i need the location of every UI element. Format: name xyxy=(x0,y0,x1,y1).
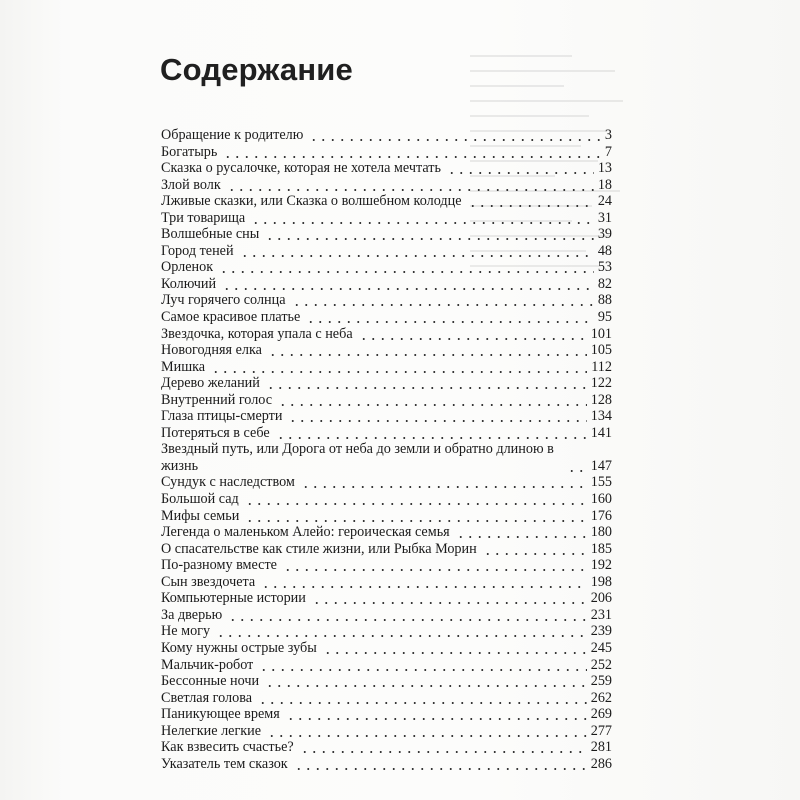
dot-leader xyxy=(238,243,594,260)
dot-leader xyxy=(243,508,586,525)
dot-leader xyxy=(266,342,587,359)
toc-entry-title: Указатель тем сказок xyxy=(161,755,288,772)
toc-entry-page-number: 141 xyxy=(590,424,612,441)
dot-leader xyxy=(221,144,601,161)
toc-entry-page-number: 286 xyxy=(590,755,612,772)
dot-leader xyxy=(310,590,587,607)
toc-entry[interactable] xyxy=(161,226,612,243)
toc-entry[interactable] xyxy=(161,557,612,574)
toc-entry[interactable] xyxy=(161,243,612,260)
dot-leader xyxy=(445,160,594,177)
toc-entry-title: Сундук с наследством xyxy=(161,474,295,491)
toc-entry[interactable] xyxy=(161,127,612,144)
dot-leader xyxy=(290,292,594,309)
dot-leader xyxy=(257,657,586,674)
toc-entry-page-number: 176 xyxy=(590,507,612,524)
toc-entry[interactable] xyxy=(161,210,612,227)
toc-entry-page-number: 252 xyxy=(590,656,612,673)
dot-leader xyxy=(259,574,586,591)
toc-entry-title: О спасательстве как стиле жизни, или Рыбка Морин xyxy=(161,540,477,557)
toc-entry-page-number: 239 xyxy=(590,623,612,640)
toc-entry-page-number: 134 xyxy=(590,408,612,425)
toc-entry[interactable] xyxy=(161,408,612,425)
toc-entry[interactable] xyxy=(161,690,612,707)
toc-entry[interactable] xyxy=(161,623,612,640)
toc-entry-page-number: 277 xyxy=(590,722,612,739)
toc-entry-title: Обращение к родителю xyxy=(161,127,304,143)
dot-leader xyxy=(217,259,594,276)
toc-entry[interactable] xyxy=(161,160,612,177)
toc-entry[interactable] xyxy=(161,309,612,326)
toc-entry-page-number: 95 xyxy=(597,309,612,326)
toc-entry[interactable] xyxy=(161,756,612,773)
toc-entry[interactable] xyxy=(161,657,612,674)
dot-leader xyxy=(264,375,587,392)
dot-leader xyxy=(466,193,594,210)
dot-leader xyxy=(276,392,587,409)
dot-leader xyxy=(357,326,587,343)
toc-entry-page-number: 180 xyxy=(590,524,612,541)
toc-entry-page-number: 7 xyxy=(604,143,612,160)
toc-entry-title: За дверью xyxy=(161,606,223,623)
toc-entry-title: Паникующее время xyxy=(161,706,280,723)
toc-entry-title: Глаза птицы-смерти xyxy=(161,408,283,425)
dot-leader xyxy=(265,723,587,740)
toc-entry-page-number: 231 xyxy=(590,606,612,623)
toc-entry-page-number: 185 xyxy=(590,540,612,557)
toc-entry-title: Большой сад xyxy=(161,491,239,508)
toc-entry-title: Легенда о маленьком Алейо: героическая семья xyxy=(161,524,450,541)
toc-entry-title: Лживые сказки, или Сказка о волшебном колодце xyxy=(161,193,462,210)
toc-entry[interactable] xyxy=(161,259,612,276)
toc-entry-page-number: 53 xyxy=(597,259,612,276)
toc-entry-title: Дерево желаний xyxy=(161,375,260,392)
toc-entry-page-number: 88 xyxy=(597,292,612,309)
toc-entry[interactable] xyxy=(161,375,612,392)
toc-entry[interactable] xyxy=(161,673,612,690)
toc-entry-page-number: 259 xyxy=(590,673,612,690)
toc-entry-page-number: 262 xyxy=(590,689,612,706)
toc-entry-page-number: 269 xyxy=(590,706,612,723)
toc-entry-page-number: 147 xyxy=(590,457,612,474)
toc-entry[interactable] xyxy=(161,640,612,657)
toc-entry-title: По-разному вместе xyxy=(161,557,277,574)
dot-leader xyxy=(256,690,587,707)
dot-leader xyxy=(209,359,587,376)
toc-entry-title: Бессонные ночи xyxy=(161,673,260,690)
toc-entry-title: Сказка о русалочке, которая не хотела мечтать xyxy=(161,160,441,177)
toc-entry-title: Мифы семьи xyxy=(161,507,240,524)
toc-entry-title: Мишка xyxy=(161,358,206,375)
page-title: Содержание xyxy=(160,52,353,87)
toc-entry-page-number: 192 xyxy=(590,557,612,574)
dot-leader xyxy=(321,640,587,657)
toc-entry-page-number: 105 xyxy=(590,342,612,359)
toc-entry-page-number: 128 xyxy=(590,391,612,408)
toc-entry-title: Самое красивое платье xyxy=(161,309,301,326)
toc-entry[interactable] xyxy=(161,491,612,508)
toc-entry-title: Звездный путь, или Дорога от неба до земли и обратно длиною в жизнь xyxy=(161,441,554,474)
dot-leader xyxy=(481,541,587,558)
dot-leader xyxy=(298,739,587,756)
toc-entry-page-number: 48 xyxy=(597,242,612,259)
toc-entry-title: Богатырь xyxy=(161,143,218,160)
toc-entry-title: Сын звездочета xyxy=(161,573,256,590)
toc-entry-title: Луч горячего солнца xyxy=(161,292,286,309)
dot-leader xyxy=(263,226,594,243)
toc-entry-title: Злой волк xyxy=(161,176,221,193)
toc-entry-page-number: 198 xyxy=(590,573,612,590)
toc-entry-title: Внутренний голос xyxy=(161,391,273,408)
toc-entry[interactable] xyxy=(161,706,612,723)
toc-entry-page-number: 122 xyxy=(590,375,612,392)
dot-leader xyxy=(220,276,594,293)
toc-entry-title: Волшебные сны xyxy=(161,226,260,243)
toc-entry-page-number: 82 xyxy=(597,275,612,292)
toc-entry[interactable] xyxy=(161,342,612,359)
toc-entry[interactable] xyxy=(161,739,612,756)
table-of-contents xyxy=(161,127,612,772)
toc-entry-page-number: 112 xyxy=(591,358,612,375)
dot-leader xyxy=(454,524,587,541)
toc-entry[interactable] xyxy=(161,474,612,491)
dot-leader xyxy=(263,673,587,690)
dot-leader xyxy=(304,309,594,326)
dot-leader xyxy=(284,706,587,723)
toc-entry-page-number: 155 xyxy=(590,474,612,491)
dot-leader xyxy=(281,557,587,574)
toc-entry[interactable] xyxy=(161,326,612,343)
toc-entry-page-number: 245 xyxy=(590,639,612,656)
toc-entry-page-number: 13 xyxy=(597,160,612,177)
toc-entry[interactable] xyxy=(161,607,612,624)
dot-leader xyxy=(274,425,587,442)
dot-leader xyxy=(286,408,586,425)
dot-leader xyxy=(243,491,587,508)
toc-entry-title: Мальчик-робот xyxy=(161,656,254,673)
toc-entry[interactable] xyxy=(161,177,612,194)
dot-leader xyxy=(226,607,586,624)
toc-entry[interactable] xyxy=(161,392,612,409)
dot-leader xyxy=(565,458,587,475)
dot-leader xyxy=(299,474,587,491)
toc-entry[interactable] xyxy=(161,508,612,525)
toc-entry-title: Орленок xyxy=(161,259,214,276)
toc-entry-title: Три товарища xyxy=(161,209,246,226)
dot-leader xyxy=(214,623,587,640)
toc-entry[interactable] xyxy=(161,541,612,558)
toc-entry-page-number: 3 xyxy=(604,127,612,143)
dot-leader xyxy=(292,756,587,773)
toc-entry[interactable] xyxy=(161,723,612,740)
dot-leader xyxy=(249,210,594,227)
toc-entry-title: Новогодняя елка xyxy=(161,342,262,359)
toc-entry[interactable] xyxy=(161,292,612,309)
toc-entry-title: Как взвесить счастье? xyxy=(161,739,294,756)
toc-entry-page-number: 39 xyxy=(597,226,612,243)
dot-leader xyxy=(307,127,601,144)
toc-entry[interactable] xyxy=(161,524,612,541)
toc-entry-title: Кому нужны острые зубы xyxy=(161,639,317,656)
toc-entry[interactable] xyxy=(161,574,612,591)
toc-entry-title: Не могу xyxy=(161,623,211,640)
toc-entry-page-number: 160 xyxy=(590,491,612,508)
toc-entry-page-number: 101 xyxy=(590,325,612,342)
toc-entry-title: Колючий xyxy=(161,275,217,292)
toc-entry-title: Нелегкие легкие xyxy=(161,722,262,739)
toc-entry-title: Потеряться в себе xyxy=(161,424,270,441)
toc-entry[interactable] xyxy=(161,590,612,607)
toc-entry[interactable] xyxy=(161,276,612,293)
toc-entry-title: Светлая голова xyxy=(161,689,253,706)
toc-entry-title: Звездочка, которая упала с неба xyxy=(161,325,353,342)
toc-entry-page-number: 31 xyxy=(597,209,612,226)
toc-entry[interactable] xyxy=(161,144,612,161)
toc-entry-page-number: 281 xyxy=(590,739,612,756)
toc-entry[interactable] xyxy=(161,193,612,210)
toc-entry-title: Компьютерные истории xyxy=(161,590,306,607)
toc-entry[interactable] xyxy=(161,359,612,376)
toc-entry-page-number: 24 xyxy=(597,193,612,210)
dot-leader xyxy=(225,177,594,194)
toc-entry-title: Город теней xyxy=(161,242,234,259)
toc-entry-page-number: 18 xyxy=(597,176,612,193)
toc-entry-page-number: 206 xyxy=(590,590,612,607)
toc-entry[interactable] xyxy=(161,425,612,442)
toc-entry[interactable] xyxy=(161,441,612,474)
